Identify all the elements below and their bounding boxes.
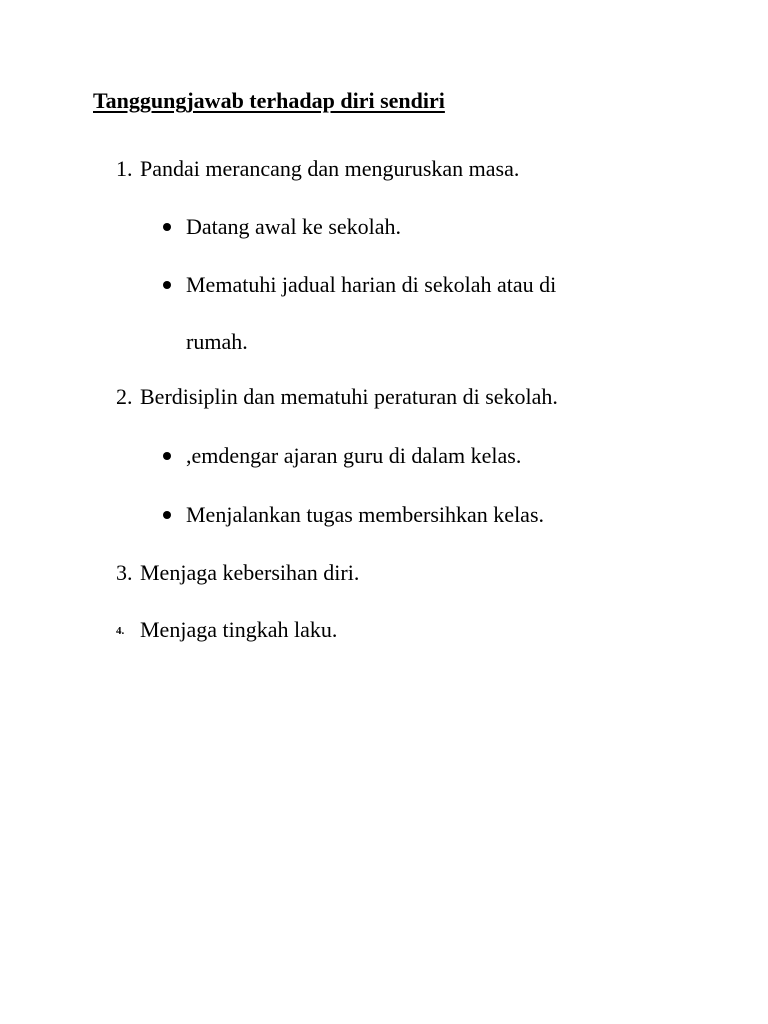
list-item-4-text: Menjaga tingkah laku. [140,617,338,642]
list-item-3-text: Menjaga kebersihan diri. [140,560,360,585]
list-item-1-text: Pandai merancang dan menguruskan masa. [140,156,520,181]
list-item-2-text: Berdisiplin dan mematuhi peraturan di sekolah. [140,384,558,409]
list-number-2: 2. [116,384,133,409]
bullet-icon [163,511,171,519]
list-number-4: 4. [116,625,125,637]
bullet-1-2-continuation: rumah. [186,329,248,354]
bullet-1-1-text: Datang awal ke sekolah. [186,214,402,239]
bullet-1-2-text: Mematuhi jadual harian di sekolah atau di [186,272,557,297]
bullet-icon [163,223,171,231]
bullet-icon [163,452,171,460]
bullet-icon [163,281,171,289]
document-title: Tanggungjawab terhadap diri sendiri [93,88,445,113]
bullet-2-1-text: ,emdengar ajaran guru di dalam kelas. [186,443,522,468]
list-number-3: 3. [116,560,133,585]
list-number-1: 1. [116,156,133,181]
bullet-2-2-text: Menjalankan tugas membersihkan kelas. [186,502,545,527]
